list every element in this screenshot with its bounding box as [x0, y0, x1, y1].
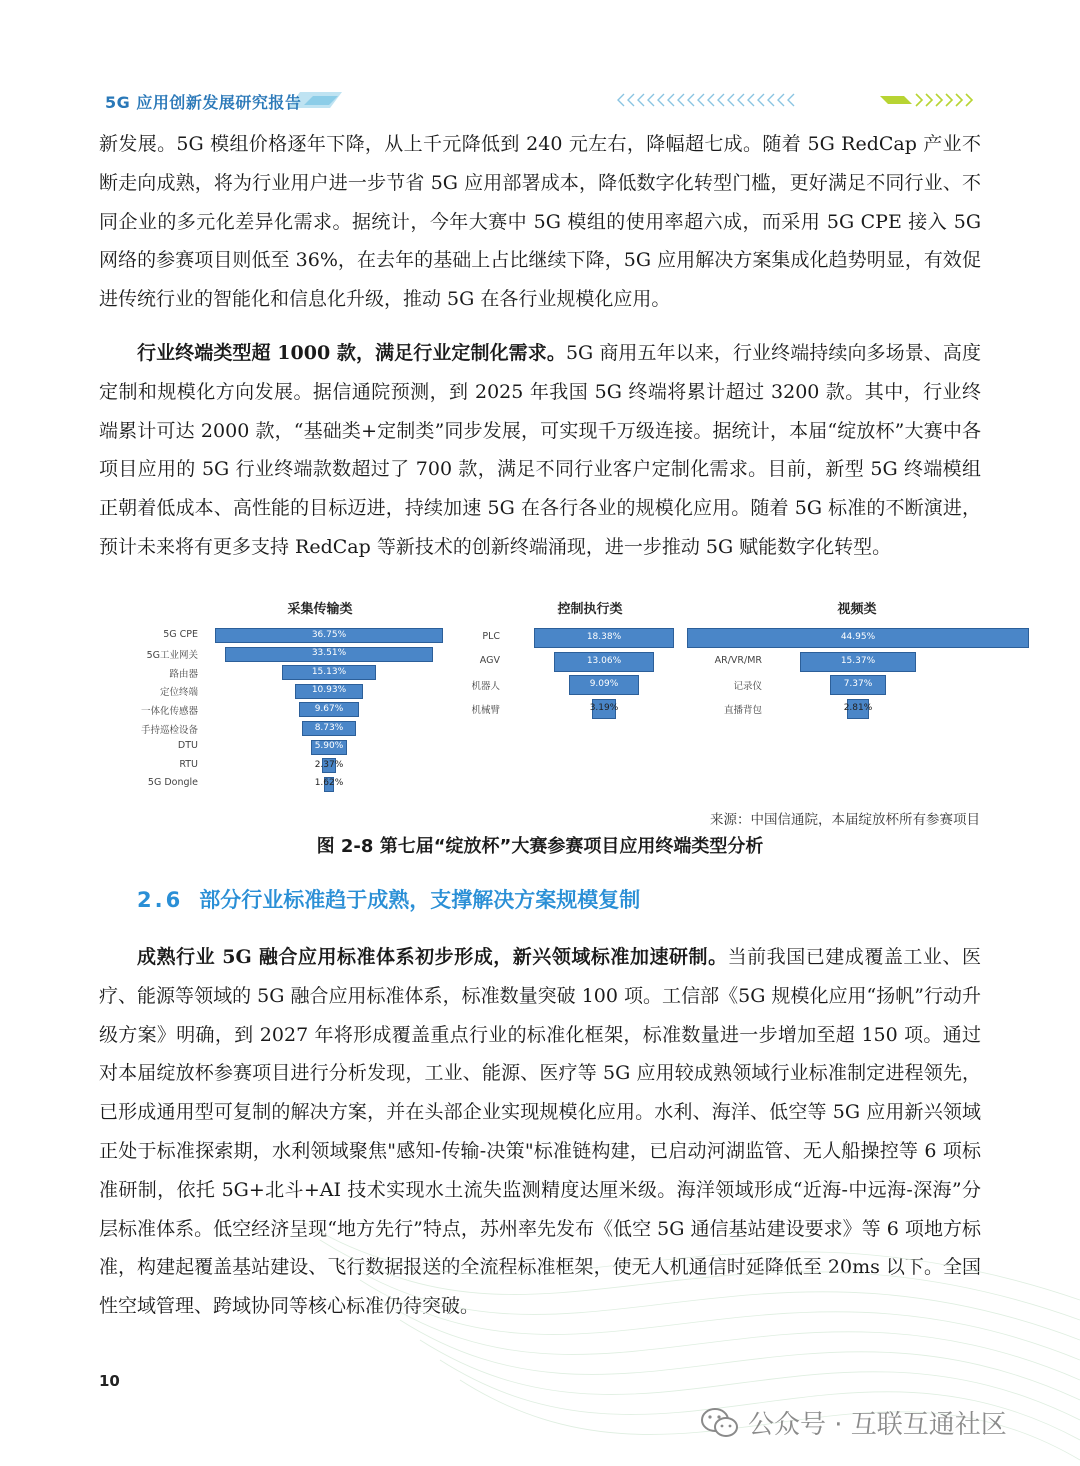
chart-1-value-label: 8.73%: [314, 722, 344, 733]
chart-2-value-label: 13.06%: [586, 655, 622, 666]
chart-3-category-label: AR/VR/MR: [714, 654, 762, 666]
report-title: 5G 应用创新发展研究报告: [105, 93, 302, 112]
section-title: 部分行业标准趋于成熟，支撑解决方案规模复制: [199, 888, 641, 912]
paragraph-2-lead: 行业终端类型超 1000 款，满足行业定制化需求。: [137, 342, 566, 364]
paragraph-1: [99, 125, 981, 319]
chart-2-value-label: 18.38%: [586, 632, 622, 642]
section-heading: [137, 884, 640, 914]
chart-1-category-label: 手持巡检设备: [140, 724, 198, 736]
chart-2-category-label: 机器人: [471, 681, 500, 693]
chart-1-value-label: 2.37%: [314, 759, 344, 770]
chart-3-value-label: 7.37%: [843, 679, 873, 690]
figure-source: 来源：中国信通院，本届绽放杯所有参赛项目: [710, 812, 980, 828]
chart-1-value-label: 33.51%: [311, 648, 347, 659]
paragraph-3-text: 当前我国已建成覆盖工业、医疗、能源等领域的 5G 融合应用标准体系，标准数量突破 100 项。工信部《5G 规模化应用“扬帆”行动升级方案》明确，到 2027 年将形成覆盖重点行业的标准化框架，标准数量进一步增加至超 150 项。通过对本届绽放杯参赛项目进行分析发现，工业、能源、医疗等 5G 应用较成熟领域行业标准制定进程领先，已形成通用型可复制的解决方案，并在头部企业实现规模化应用。水利、海洋、低空等 5G 应用新兴领域正处于标准探索期，水利领域聚焦"感知-传输-决策"标准链构建，已启动河湖监管、无人船操控等 6 项标准研制，依托 5G+北斗+AI 技术实现水土流失监测精度达厘米级。海洋领域形成“近海-中远海-深海”分层标准体系。低空经济呈现“地方先行”特点，苏州率先发布《低空 5G 通信基站建设要求》等 6 项地方标准，构建起覆盖基站建设、飞行数据报送的全流程标准框架，使无人机通信时延降低至 20ms 以下。全国性空域管理、跨域协同等核心标准仍待突破。: [99, 946, 981, 1318]
chart-3-category-label: 记录仪: [733, 681, 762, 693]
chart-1-value-label: 1.62%: [314, 778, 344, 789]
chart-1-value-label: 5.90%: [314, 741, 344, 752]
wechat-icon: [700, 1406, 740, 1440]
chart-1-value-label: 36.75%: [311, 629, 347, 640]
chart-3-value-label: 44.95%: [840, 632, 876, 642]
chart-2-category-label: AGV: [479, 654, 500, 666]
chart-1-category-label: 路由器: [169, 668, 198, 680]
paragraph-2-text: 5G 商用五年以来，行业终端持续向多场景、高度定制和规模化方向发展。据信通院预测，到 2025 年我国 5G 终端将累计超过 3200 款。其中，行业终端累计可达 2000 款，“基础类+定制类”同步发展，可实现千万级连接。据统计，本届“绽放杯”大赛中各项目应用的 5G 行业终端款数超过了 700 款，满足不同行业客户定制化需求。目前，新型 5G 终端模组正朝着低成本、高性能的目标迈进，持续加速 5G 在各行各业的规模化应用。随着 5G 标准的不断演进，预计未来将有更多支持 RedCap 等新技术的创新终端涌现，进一步推动 5G 赋能数字化转型。: [99, 342, 981, 558]
chart-3-value-label: 15.37%: [840, 655, 876, 666]
chart-2-category-label: 机械臂: [471, 704, 500, 716]
watermark-text: 公众号 · 互联互通社区: [748, 1410, 1007, 1440]
chart-1-value-label: 10.93%: [311, 685, 347, 696]
chart-1-category-label: 5G CPE: [163, 628, 198, 640]
chart-3-title: 视频类: [837, 602, 877, 617]
chart-3-category-label: 直播背包: [723, 704, 762, 716]
chart-1-title: 采集传输类: [287, 602, 353, 617]
chart-2-title: 控制执行类: [557, 602, 623, 617]
watermark: [700, 1404, 1007, 1441]
chart-1-category-label: 定位终端: [159, 687, 198, 699]
chart-2-category-label: PLC: [482, 631, 500, 642]
chart-2-value-label: 3.19%: [589, 702, 619, 713]
chart-1-category-label: 5G工业网关: [146, 650, 198, 662]
chart-1-value-label: 15.13%: [311, 666, 347, 677]
chart-1-category-label: RTU: [179, 758, 198, 770]
paragraph-1-text: 新发展。5G 模组价格逐年下降，从上千元降低到 240 元左右，降幅超七成。随着 5G RedCap 产业不断走向成熟，将为行业用户进一步节省 5G 应用部署成本，降低数字化转型门槛，更好满足不同行业、不同企业的多元化差异化需求。据统计，今年大赛中 5G 模组的使用率超六成，而采用 5G CPE 接入 5G 网络的参赛项目则低至 36%，在去年的基础上占比继续下降，5G 应用解决方案集成化趋势明显，有效促进传统行业的智能化和信息化升级，推动 5G 在各行业规模化应用。: [99, 133, 981, 311]
paragraph-3-lead: 成熟行业 5G 融合应用标准体系初步形成，新兴领域标准加速研制。: [137, 946, 728, 968]
chart-1-category-label: 一体化传感器: [140, 705, 198, 717]
page-number: 10: [99, 1372, 120, 1390]
chart-1-value-label: 9.67%: [314, 703, 344, 714]
paragraph-2: [99, 334, 981, 567]
figure-caption: 图 2-8 第七届“绽放杯”大赛参赛项目应用终端类型分析: [316, 836, 764, 857]
chart-2-value-label: 9.09%: [589, 679, 619, 690]
section-number: 2.6: [137, 888, 184, 912]
page-header: [0, 80, 1080, 120]
terminal-type-figure: [130, 592, 970, 802]
chart-3-value-label: 2.81%: [843, 702, 873, 713]
chart-1-category-label: 5G Dongle: [147, 777, 198, 789]
chart-1-category-label: DTU: [177, 740, 198, 752]
